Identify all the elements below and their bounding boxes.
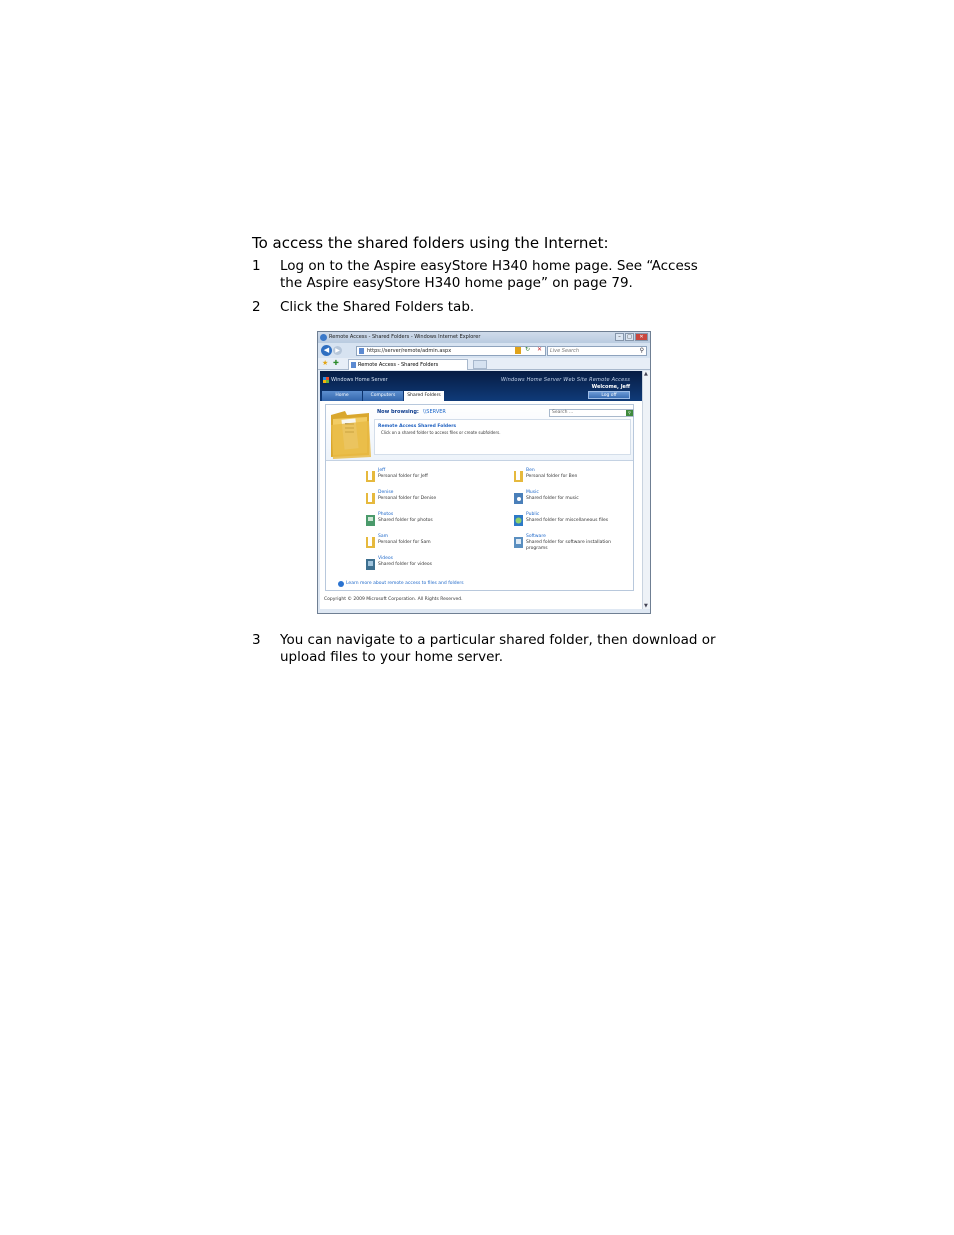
folder-name[interactable]: Sam (378, 534, 388, 539)
windows-flag-icon (323, 377, 329, 383)
back-arrow-icon[interactable]: ◀ (321, 345, 332, 356)
ie-icon (320, 334, 327, 341)
folder-item-music[interactable] (514, 490, 651, 510)
address-toolbar (318, 343, 650, 358)
folder-item-videos[interactable] (366, 556, 506, 576)
panel-header (326, 405, 633, 461)
search-go-icon[interactable]: ⚲ (626, 410, 633, 416)
folder-description: Shared folder for photos (378, 518, 433, 523)
folder-description: Shared folder for software installation programs (526, 540, 611, 551)
folder-item-sam[interactable] (366, 534, 506, 554)
intro-text: To access the shared folders using the Internet: (252, 234, 609, 252)
folder-item-public[interactable] (514, 512, 651, 532)
forward-arrow-icon[interactable]: ▶ (333, 346, 342, 355)
folder-icon (366, 492, 375, 504)
folder-name[interactable]: Software (526, 534, 546, 539)
info-description: Click on a shared folder to access files or create subfolders. (381, 430, 501, 435)
step-number: 1 (252, 258, 261, 274)
shared-folders-large-icon (329, 407, 373, 459)
scroll-up-icon[interactable]: ▲ (644, 371, 648, 377)
folder-name[interactable]: Jeff (378, 468, 386, 473)
public-folder-icon (514, 514, 523, 526)
folder-item-denise[interactable] (366, 490, 506, 510)
window-titlebar (318, 332, 650, 343)
browser-screenshot (317, 331, 651, 614)
folder-description: Personal folder for Jeff (378, 474, 428, 479)
music-folder-icon (514, 492, 523, 504)
folder-name[interactable]: Photos (378, 512, 394, 517)
stop-icon[interactable]: ✕ (537, 346, 543, 353)
log-off-button[interactable]: Log off (588, 391, 630, 399)
folder-item-software[interactable] (514, 534, 651, 554)
site-search-input[interactable] (549, 409, 634, 417)
folder-item-ben[interactable] (514, 468, 651, 488)
banner-title: Windows Home Server Web Site Remote Access (500, 377, 630, 383)
now-browsing (377, 409, 446, 415)
site-search-placeholder: Search ... (552, 410, 574, 415)
software-folder-icon (514, 536, 523, 548)
window-controls (615, 333, 648, 341)
tab-home[interactable]: Home (322, 391, 362, 401)
window-title: Remote Access - Shared Folders - Windows Internet Explorer (329, 334, 481, 340)
folder-item-jeff[interactable] (366, 468, 506, 488)
address-text: https://server/remote/admin.aspx (367, 348, 452, 354)
close-button[interactable]: ✕ (635, 333, 648, 341)
folder-icon (366, 470, 375, 482)
tab-computers[interactable]: Computers (363, 391, 403, 401)
server-link[interactable]: \\SERVER (422, 409, 446, 415)
shared-folders-panel (325, 404, 634, 591)
folder-name[interactable]: Public (526, 512, 540, 517)
folder-description: Personal folder for Ben (526, 474, 578, 479)
minimize-button[interactable]: – (615, 333, 624, 341)
search-icon[interactable]: ⚲ (639, 347, 644, 354)
web-page (320, 371, 642, 609)
step-number: 3 (252, 632, 261, 648)
copyright-text: Copyright © 2009 Microsoft Corporation. All Rights Reserved. (324, 597, 463, 602)
browser-tab[interactable] (348, 359, 468, 370)
now-browsing-label: Now browsing: (377, 409, 419, 415)
tab-shared-folders[interactable]: Shared Folders (404, 391, 444, 401)
favorites-star-icon[interactable]: ★ (322, 359, 329, 367)
learn-more-link[interactable] (338, 581, 464, 586)
lock-icon[interactable] (515, 347, 521, 354)
step-number: 2 (252, 299, 261, 315)
page-icon (351, 362, 356, 368)
folder-name[interactable]: Music (526, 490, 539, 495)
folder-description: Personal folder for Sam (378, 540, 431, 545)
live-search-placeholder: Live Search (550, 348, 580, 354)
step-text: You can navigate to a particular shared folder, then download or upload files to your home server. (280, 632, 716, 665)
photos-folder-icon (366, 514, 375, 526)
folder-icon (366, 536, 375, 548)
step-text: Click the Shared Folders tab. (280, 299, 475, 315)
folder-name[interactable]: Videos (378, 556, 393, 561)
page-icon (359, 348, 364, 354)
folder-description: Shared folder for miscellaneous files (526, 518, 609, 523)
folder-description: Shared folder for videos (378, 562, 433, 567)
refresh-icon[interactable]: ↻ (525, 346, 531, 353)
site-logo (323, 377, 388, 383)
tab-bar (318, 358, 650, 370)
info-box (374, 419, 631, 455)
add-favorites-icon[interactable]: ✚ (333, 359, 339, 367)
step-text: Log on to the Aspire easyStore H340 home page. See “Access the Aspire easyStore H340 home page” on page 79. (280, 258, 698, 291)
tab-label: Remote Access - Shared Folders (358, 362, 439, 368)
learn-more-text[interactable]: Learn more about remote access to files and folders (346, 581, 464, 586)
site-banner (320, 371, 642, 401)
info-title: Remote Access Shared Folders (378, 424, 457, 429)
folder-name[interactable]: Denise (378, 490, 394, 495)
folder-name[interactable]: Ben (526, 468, 535, 473)
site-nav-tabs (322, 391, 444, 401)
scroll-down-icon[interactable]: ▼ (644, 603, 648, 609)
folder-icon (514, 470, 523, 482)
info-icon (338, 581, 344, 587)
live-search-input[interactable] (547, 346, 647, 356)
vertical-scrollbar[interactable] (642, 371, 650, 609)
videos-folder-icon (366, 558, 375, 570)
logo-text: Windows Home Server (331, 377, 388, 383)
folder-description: Personal folder for Denise (378, 496, 437, 501)
maximize-button[interactable]: □ (625, 333, 634, 341)
folder-item-photos[interactable] (366, 512, 506, 532)
new-tab-button[interactable] (473, 360, 487, 369)
welcome-text: Welcome, Jeff (591, 384, 630, 390)
folder-description: Shared folder for music (526, 496, 579, 501)
